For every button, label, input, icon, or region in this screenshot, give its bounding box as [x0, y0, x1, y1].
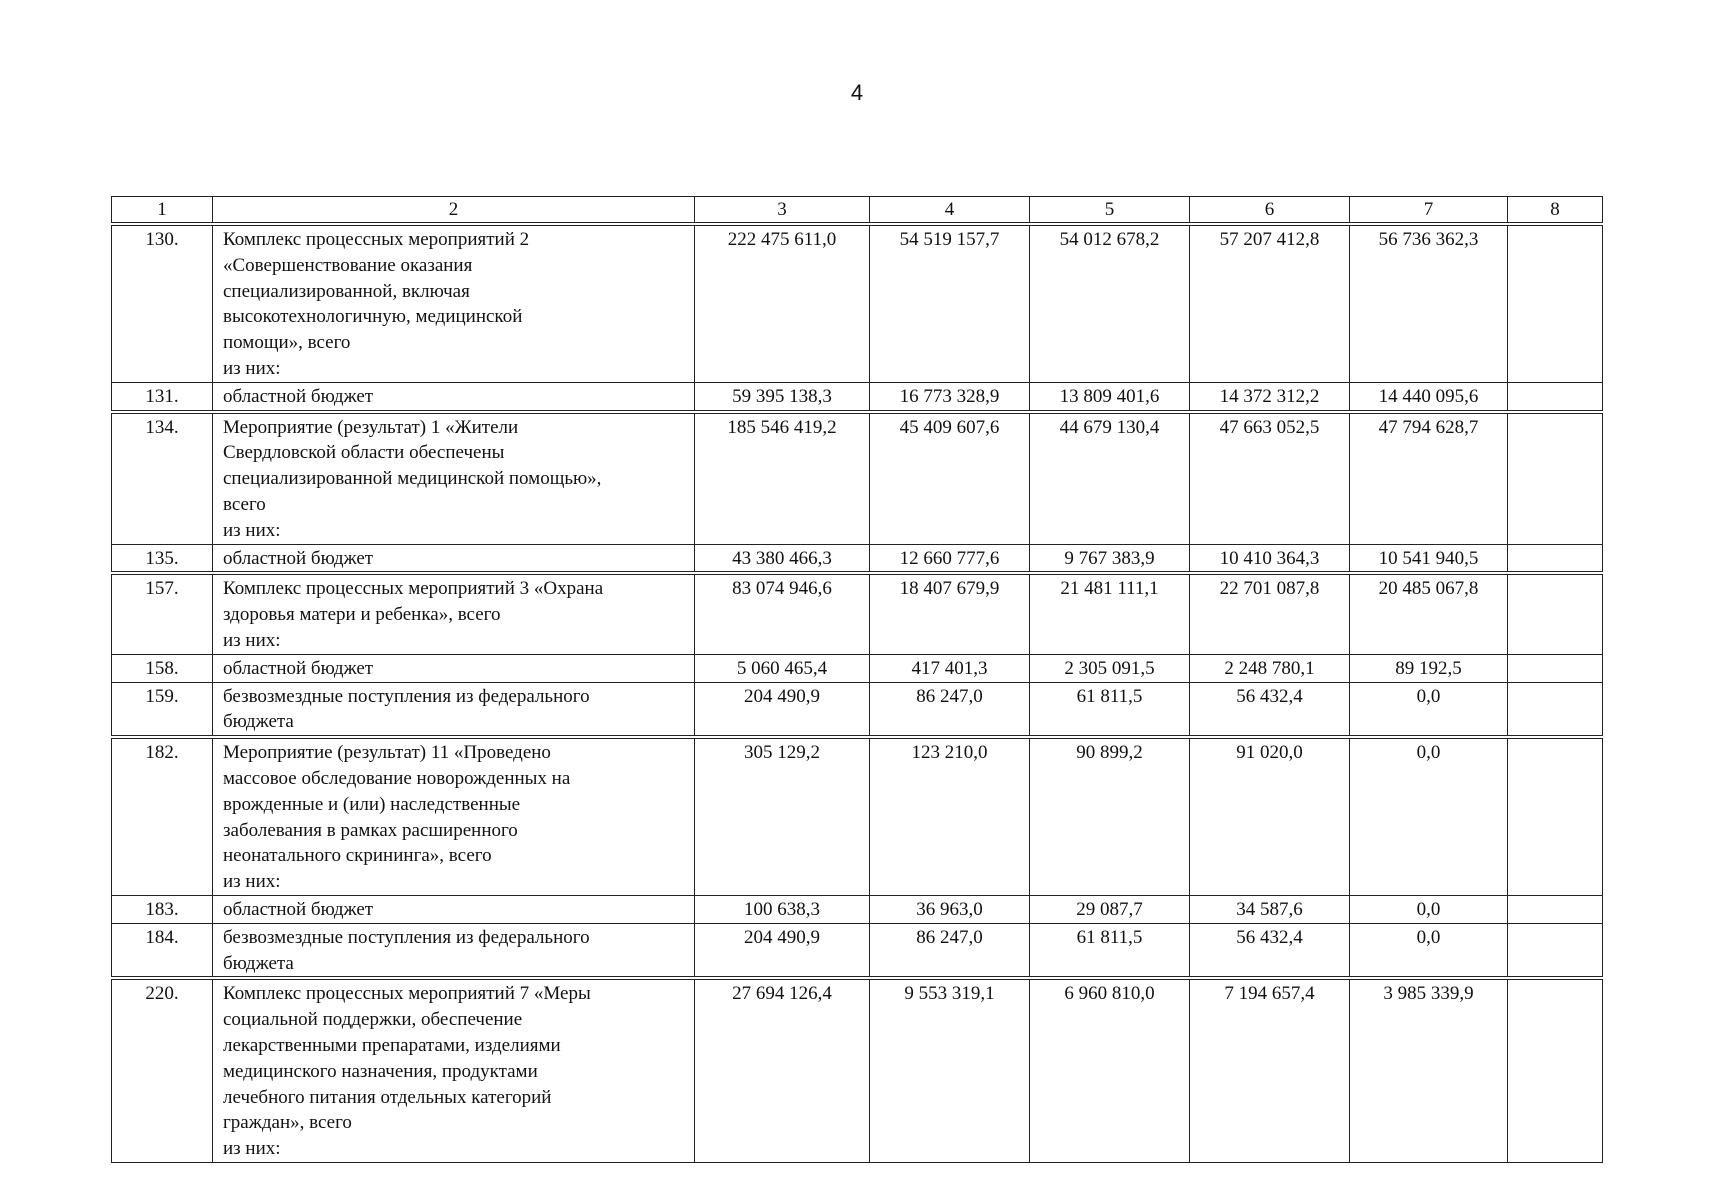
value-cell-col-7: 20 485 067,8 — [1350, 573, 1508, 654]
value-cell-col-3: 185 546 419,2 — [695, 412, 870, 544]
description-line: Свердловской области обеспечены — [223, 442, 505, 464]
value-cell-col-5: 61 811,5 — [1030, 682, 1190, 737]
value-cell-col-4: 18 407 679,9 — [870, 573, 1030, 654]
description-line: высокотехнологичную, медицинской — [223, 306, 523, 328]
row-number: 134. — [112, 412, 213, 544]
table-row — [112, 654, 1603, 682]
table-row — [112, 224, 1603, 382]
value-cell-col-6: 22 701 087,8 — [1190, 573, 1350, 654]
description-line: из них: — [223, 1138, 281, 1160]
value-cell-col-7: 0,0 — [1350, 923, 1508, 978]
description-line: специализированной, включая — [223, 280, 470, 302]
description-line: врожденные и (или) наследственные — [223, 793, 521, 815]
description-line: бюджета — [223, 952, 294, 974]
value-cell-col-4: 54 519 157,7 — [870, 224, 1030, 382]
value-cell-col-4: 417 401,3 — [870, 654, 1030, 682]
table-row — [112, 978, 1603, 1162]
table-row — [112, 573, 1603, 654]
value-cell-col-8 — [1508, 923, 1603, 978]
row-description — [213, 224, 695, 382]
value-cell-col-3: 83 074 946,6 — [695, 573, 870, 654]
value-cell-col-7: 10 541 940,5 — [1350, 544, 1508, 573]
value-cell-col-6: 57 207 412,8 — [1190, 224, 1350, 382]
description-line: помощи», всего — [223, 332, 351, 354]
description-line: всего — [223, 493, 266, 515]
value-cell-col-4: 36 963,0 — [870, 895, 1030, 923]
description-line: областной бюджет — [223, 385, 374, 407]
value-cell-col-5: 61 811,5 — [1030, 923, 1190, 978]
description-line: Комплекс процессных мероприятий 2 — [223, 229, 530, 250]
value-cell-col-5: 2 305 091,5 — [1030, 654, 1190, 682]
value-cell-col-5: 90 899,2 — [1030, 737, 1190, 895]
description-line: здоровья матери и ребенка», всего — [223, 604, 501, 626]
value-cell-col-6: 14 372 312,2 — [1190, 382, 1350, 411]
row-number: 131. — [112, 382, 213, 411]
description-line: граждан», всего — [223, 1112, 352, 1134]
value-cell-col-6: 47 663 052,5 — [1190, 412, 1350, 544]
table-row — [112, 923, 1603, 978]
value-cell-col-4: 12 660 777,6 — [870, 544, 1030, 573]
row-description — [213, 573, 695, 654]
description-line: из них: — [223, 357, 281, 379]
description-line: безвозмездные поступления из федерального — [223, 926, 590, 948]
description-line: заболевания в рамках расширенного — [223, 819, 518, 841]
description-line: медицинского назначения, продуктами — [223, 1060, 538, 1082]
value-cell-col-8 — [1508, 573, 1603, 654]
value-cell-col-7: 47 794 628,7 — [1350, 412, 1508, 544]
value-cell-col-7: 3 985 339,9 — [1350, 978, 1508, 1162]
description-line: неонатального скрининга», всего — [223, 845, 492, 867]
row-description — [213, 923, 695, 978]
description-line: Комплекс процессных мероприятий 3 «Охрана — [223, 578, 604, 600]
row-number: 220. — [112, 978, 213, 1162]
row-description — [213, 682, 695, 737]
value-cell-col-5: 21 481 111,1 — [1030, 573, 1190, 654]
row-number: 157. — [112, 573, 213, 654]
value-cell-col-3: 100 638,3 — [695, 895, 870, 923]
row-description — [213, 654, 695, 682]
value-cell-col-5: 13 809 401,6 — [1030, 382, 1190, 411]
column-header: 6 — [1190, 197, 1350, 225]
value-cell-col-4: 123 210,0 — [870, 737, 1030, 895]
table-row — [112, 412, 1603, 544]
row-number: 183. — [112, 895, 213, 923]
row-number: 135. — [112, 544, 213, 573]
value-cell-col-7: 0,0 — [1350, 682, 1508, 737]
value-cell-col-6: 91 020,0 — [1190, 737, 1350, 895]
value-cell-col-8 — [1508, 654, 1603, 682]
row-description — [213, 544, 695, 573]
value-cell-col-6: 2 248 780,1 — [1190, 654, 1350, 682]
value-cell-col-3: 59 395 138,3 — [695, 382, 870, 411]
value-cell-col-5: 9 767 383,9 — [1030, 544, 1190, 573]
value-cell-col-4: 86 247,0 — [870, 923, 1030, 978]
column-header: 3 — [695, 197, 870, 225]
value-cell-col-8 — [1508, 895, 1603, 923]
table-row — [112, 382, 1603, 411]
value-cell-col-7: 14 440 095,6 — [1350, 382, 1508, 411]
value-cell-col-8 — [1508, 382, 1603, 411]
description-line: из них: — [223, 629, 281, 651]
column-header: 5 — [1030, 197, 1190, 225]
value-cell-col-3: 5 060 465,4 — [695, 654, 870, 682]
value-cell-col-5: 44 679 130,4 — [1030, 412, 1190, 544]
value-cell-col-7: 56 736 362,3 — [1350, 224, 1508, 382]
description-line: бюджета — [223, 711, 294, 733]
description-line: специализированной медицинской помощью», — [223, 468, 602, 490]
column-header: 8 — [1508, 197, 1603, 225]
value-cell-col-4: 9 553 319,1 — [870, 978, 1030, 1162]
row-number: 130. — [112, 224, 213, 382]
row-number: 184. — [112, 923, 213, 978]
value-cell-col-5: 6 960 810,0 — [1030, 978, 1190, 1162]
row-description — [213, 978, 695, 1162]
description-line: социальной поддержки, обеспечение — [223, 1009, 523, 1031]
value-cell-col-4: 45 409 607,6 — [870, 412, 1030, 544]
budget-table — [111, 196, 1603, 1163]
description-line: массовое обследование новорожденных на — [223, 767, 571, 789]
page-number: 4 — [850, 80, 864, 105]
column-header: 1 — [112, 197, 213, 225]
value-cell-col-6: 7 194 657,4 — [1190, 978, 1350, 1162]
value-cell-col-3: 27 694 126,4 — [695, 978, 870, 1162]
table-row — [112, 544, 1603, 573]
value-cell-col-6: 56 432,4 — [1190, 682, 1350, 737]
description-line: лечебного питания отдельных категорий — [223, 1086, 552, 1108]
table-row — [112, 895, 1603, 923]
value-cell-col-8 — [1508, 978, 1603, 1162]
value-cell-col-5: 54 012 678,2 — [1030, 224, 1190, 382]
value-cell-col-8 — [1508, 682, 1603, 737]
description-line: из них: — [223, 871, 281, 893]
description-line: областной бюджет — [223, 657, 374, 679]
description-line: областной бюджет — [223, 547, 374, 569]
description-line: областной бюджет — [223, 898, 374, 920]
value-cell-col-8 — [1508, 737, 1603, 895]
table-row — [112, 682, 1603, 737]
row-description — [213, 737, 695, 895]
table-row — [112, 737, 1603, 895]
value-cell-col-8 — [1508, 412, 1603, 544]
column-header: 2 — [213, 197, 695, 225]
value-cell-col-8 — [1508, 544, 1603, 573]
description-line: из них: — [223, 519, 281, 541]
value-cell-col-3: 43 380 466,3 — [695, 544, 870, 573]
description-line: Мероприятие (результат) 1 «Жители — [223, 416, 519, 438]
row-number: 158. — [112, 654, 213, 682]
row-description — [213, 895, 695, 923]
column-header: 4 — [870, 197, 1030, 225]
column-header: 7 — [1350, 197, 1508, 225]
row-number: 159. — [112, 682, 213, 737]
table-header-row — [112, 197, 1603, 225]
value-cell-col-6: 56 432,4 — [1190, 923, 1350, 978]
description-line: Комплекс процессных мероприятий 7 «Меры — [223, 983, 591, 1005]
value-cell-col-6: 10 410 364,3 — [1190, 544, 1350, 573]
value-cell-col-8 — [1508, 224, 1603, 382]
value-cell-col-4: 16 773 328,9 — [870, 382, 1030, 411]
description-line: «Совершенствование оказания — [223, 254, 473, 276]
row-description — [213, 382, 695, 411]
value-cell-col-3: 222 475 611,0 — [695, 224, 870, 382]
value-cell-col-7: 0,0 — [1350, 737, 1508, 895]
row-description — [213, 412, 695, 544]
value-cell-col-3: 204 490,9 — [695, 923, 870, 978]
value-cell-col-6: 34 587,6 — [1190, 895, 1350, 923]
value-cell-col-4: 86 247,0 — [870, 682, 1030, 737]
value-cell-col-7: 0,0 — [1350, 895, 1508, 923]
value-cell-col-3: 204 490,9 — [695, 682, 870, 737]
description-line: Мероприятие (результат) 11 «Проведено — [223, 742, 551, 764]
value-cell-col-3: 305 129,2 — [695, 737, 870, 895]
row-number: 182. — [112, 737, 213, 895]
value-cell-col-5: 29 087,7 — [1030, 895, 1190, 923]
description-line: безвозмездные поступления из федерального — [223, 685, 590, 707]
value-cell-col-7: 89 192,5 — [1350, 654, 1508, 682]
description-line: лекарственными препаратами, изделиями — [223, 1034, 561, 1056]
